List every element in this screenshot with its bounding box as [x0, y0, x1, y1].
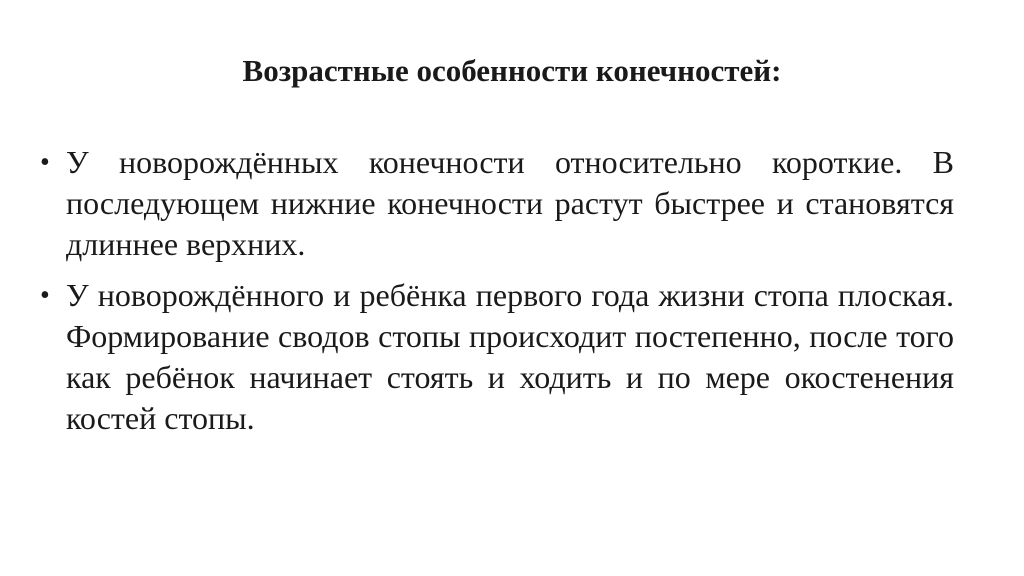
bullet-marker: • — [40, 280, 50, 311]
bullet-text-limbs-length: У новорождённых конечности относительно короткие. В последующем нижние конечности растут быстрее и становятся длиннее верхних. — [66, 144, 954, 262]
bullet-list — [40, 142, 954, 449]
bullet-item-limbs-length — [40, 142, 954, 265]
bullet-item-foot-arch — [40, 275, 954, 439]
bullet-text-foot-arch: У новорождённого и ребёнка первого года жизни стопа плоская. Формирование сводов стопы происходит постепенно, после того как ребёнок начинает стоять и ходить и по мере окостенения костей стопы. — [66, 277, 954, 436]
slide-title: Возрастные особенности конечностей: — [242, 52, 782, 88]
bullet-marker: • — [40, 147, 50, 178]
